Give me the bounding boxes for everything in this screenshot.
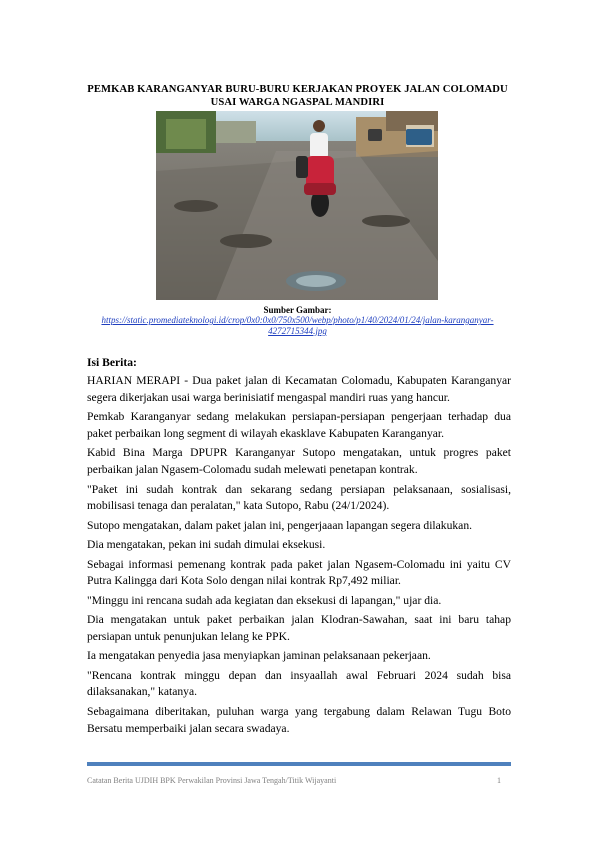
page-number: 1 [497,776,501,785]
footer-divider [87,762,511,766]
image-source-link[interactable]: https://static.promediateknologi.id/crop/0x0:0x0/750x500/webp/photo/p1/40/2024/01/24/jalan-karanganyar-4272715344.jpg [101,315,494,336]
article-title: PEMKAB KARANGANYAR BURU-BURU KERJAKAN PROYEK JALAN COLOMADU USAI WARGA NGASPAL MANDIRI [87,84,508,108]
body-paragraph: Kabid Bina Marga DPUPR Karanganyar Sutopo mengatakan, untuk progres paket perbaikan jalan Ngasem-Colomadu sudah melewati penetapan kontrak. [87,446,511,477]
body-paragraph: "Rencana kontrak minggu depan dan insyaallah awal Februari 2024 sudah bisa dilaksanakan," katanya. [87,668,511,699]
body-paragraph: Dia mengatakan, pekan ini sudah dimulai eksekusi. [87,538,326,552]
article-body [87,373,511,740]
body-paragraph: Ia mengatakan penyedia jasa menyiapkan jaminan pelaksanaan pekerjaan. [87,649,431,663]
image-caption-label: Sumber Gambar: [263,305,332,315]
footer-text: Catatan Berita UJDIH BPK Perwakilan Provinsi Jawa Tengah/Titik Wijayanti [87,776,337,785]
body-paragraph: Sebagai informasi pemenang kontrak pada paket jalan Ngasem-Colomadu ini yaitu CV Putra Kalingga dari Kota Solo dengan nilai kontrak Rp7,492 miliar. [87,557,511,588]
lead-paragraph [87,373,511,407]
body-paragraph: Pemkab Karanganyar sedang melakukan persiapan-persiapan pengerjaan terhadap dua paket perbaikan long segment di wilayah ekasklave Kabupaten Karanganyar. [87,410,511,440]
body-paragraph: Dia mengatakan untuk paket perbaikan jalan Klodran-Sawahan, saat ini baru tahap persiapan untuk penunjukan lelang ke PPK. [87,613,511,643]
body-paragraph: "Paket ini sudah kontrak dan sekarang sedang persiapan pelaksanaan, sosialisasi, mobilisasi tenaga dan peralatan," kata Sutopo, Rabu (24/1/2024). [87,482,511,513]
body-paragraph: Sutopo mengatakan, dalam paket jalan ini, pengerjaaan lapangan segera dilakukan. [87,518,473,532]
news-source: HARIAN MERAPI [87,374,181,387]
lead-text: - Dua paket jalan di Kecamatan Colomadu, Kabupaten Karanganyar segera dikerjakan usai warga berinisiatif mengaspal mandiri ruas yang hancur. [87,374,511,404]
body-paragraph: "Minggu ini rencana sudah ada kegiatan dan eksekusi di lapangan," ujar dia. [87,593,442,607]
section-label: Isi Berita: [87,356,137,369]
news-photo [156,111,438,300]
body-paragraph: Sebagaimana diberitakan, puluhan warga yang tergabung dalam Relawan Tugu Boto Bersatu memperbaiki jalan secara swadaya. [87,704,511,735]
